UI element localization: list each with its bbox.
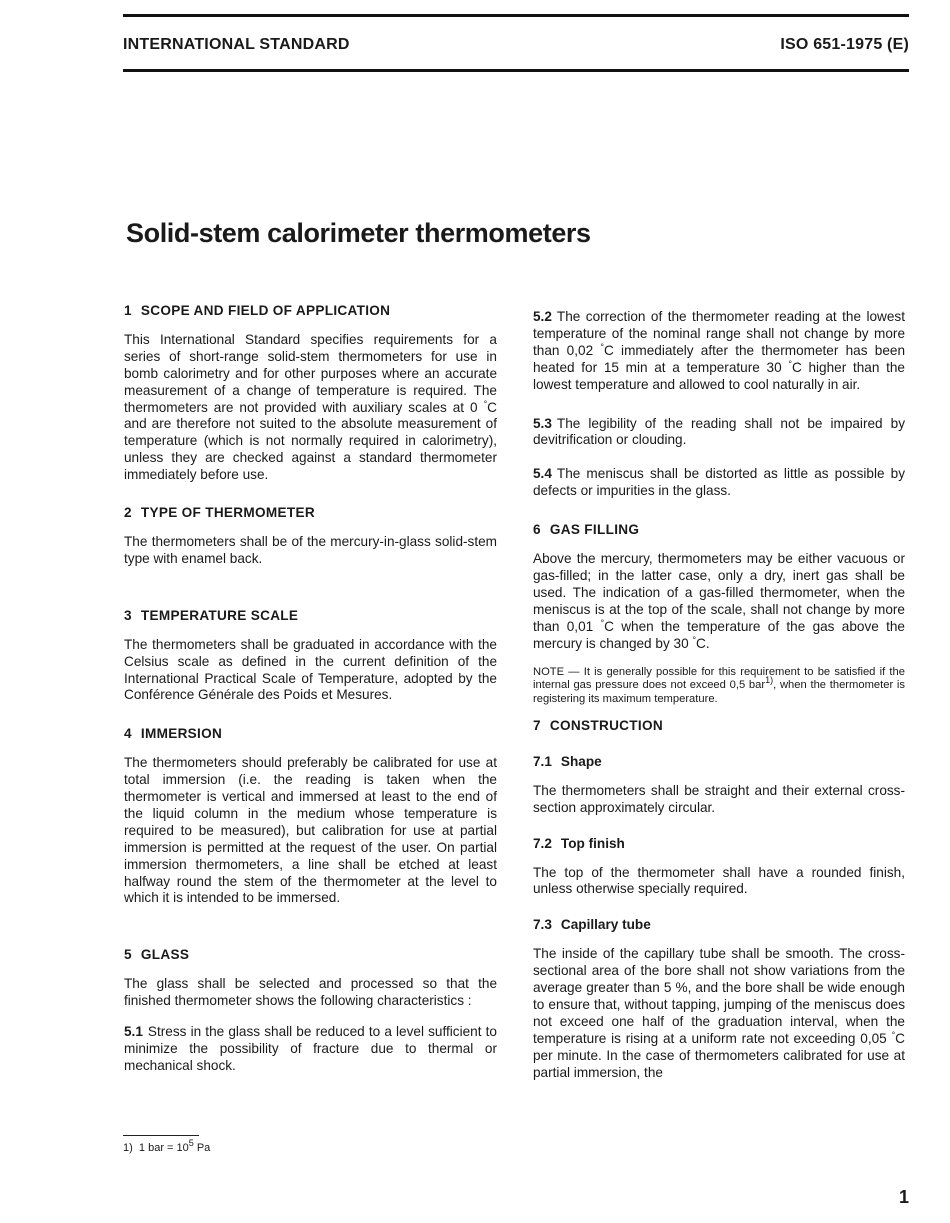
section-4-heading: 4 IMMERSION: [124, 726, 223, 742]
section-2-heading: 2 TYPE OF THERMOMETER: [124, 505, 315, 521]
clause-5-2: 5.2 The correction of the thermometer reading at the lowest temperature of the nominal range shall not change by more than 0,02 °C immediately after the thermometer has been heated for 15 min at a temperature 30 °C higher than the lowest temperature and allowed to cool naturally in air.: [533, 309, 906, 392]
clause-5-3: 5.3 The legibility of the reading shall not be impaired by devitrification or clouding.: [533, 415, 905, 448]
page-number: 1: [899, 1187, 910, 1207]
footnote: 1) 1 bar = $10^5$ Pa: [123, 1138, 211, 1154]
section-2-text: The thermometers shall be of the mercury-in-glass solid-stem type with enamel back.: [124, 533, 497, 566]
section-7-heading: 7 CONSTRUCTION: [533, 718, 663, 733]
section-6-note: NOTE — It is generally possible for this requirement to be satisfied if the internal gas pressure does not exceed 0,5 bar$^{1)}$, when the thermometer is registering its maximum temperature.: [533, 665, 905, 705]
section-number: 1: [124, 303, 132, 318]
section-4-text: The thermometers should preferably be calibrated for use at total immersion (i.e. the reading is taken when the thermometer is vertical and immersed at least to the end of the liquid column in the medium whose temperature is required to be measured), but calibration for use at partial immersion is permitted at the request of the user. On partial immersion thermometers, a line shall be etched at least halfway round the stem of the thermometer at the level to which it is intended to be immersed.: [124, 755, 497, 906]
section-1-text: This International Standard specifies requirements for a series of short-range solid-stem thermometers for use in bomb calorimetry and for other purposes where an accurate measurement of a change of temperature is required. The thermometers are not provided with auxiliary scales at 0 °C and are therefore not suited to the absolute measurement of temperature (which is not normally required in calorimetry), unless they are checked against a standard thermometer immediately before use.: [124, 331, 497, 483]
section-3-heading: 3 TEMPERATURE SCALE: [124, 607, 299, 623]
footnote-reference: 1): [765, 675, 774, 685]
section-title: SCOPE AND FIELD OF APPLICATION: [140, 303, 391, 318]
header-top-rule: [123, 14, 909, 17]
clause-7-2-heading: 7.2 Top finish: [533, 835, 625, 851]
footnote-rule: [123, 1135, 199, 1136]
clause-7-2-text: The top of the thermometer shall have a rounded finish, unless otherwise specially required.: [533, 864, 905, 897]
left-column: [124, 303, 497, 1075]
header-standard-label: INTERNATIONAL STANDARD: [123, 36, 350, 53]
section-1-heading: [124, 303, 497, 320]
section-5-text: The glass shall be selected and processed so that the finished thermometer shows the following characteristics :: [124, 976, 497, 1009]
clause-5-4: 5.4 The meniscus shall be distorted as little as possible by defects or impurities in the glass.: [533, 466, 905, 499]
clause-5-1: 5.1 Stress in the glass shall be reduced to a level sufficient to minimize the possibility of fracture due to thermal or mechanical shock.: [124, 1024, 497, 1073]
section-5-heading: 5 GLASS: [124, 947, 190, 963]
header-standard-number: ISO 651-1975 (E): [780, 36, 909, 53]
clause-7-1-text: The thermometers shall be straight and their external cross-section approximately circular.: [533, 782, 905, 815]
section-6-text: Above the mercury, thermometers may be either vacuous or gas-filled; in the latter case, only a dry, inert gas shall be used. The indication of a gas-filled thermometer, when the meniscus is at the top of the scale, shall not change by more than 0,01 °C when the temperature of the gas above the mercury is changed by 30 °C.: [533, 551, 905, 651]
page-title: Solid-stem calorimeter thermometers: [126, 218, 591, 248]
section-3-text: The thermometers shall be graduated in accordance with the Celsius scale as defined in the current definition of the International Practical Scale of Temperature, adopted by the Conférence Générale des Poids et Mesures.: [124, 636, 497, 703]
right-column: [533, 309, 905, 1082]
header-bottom-rule: [123, 69, 909, 72]
clause-7-1-heading: 7.1 Shape: [533, 753, 602, 769]
section-6-heading: 6 GAS FILLING: [533, 522, 640, 538]
degree-sign: °: [483, 398, 488, 409]
clause-7-3-heading: 7.3 Capillary tube: [533, 917, 651, 933]
clause-7-3-text: The inside of the capillary tube shall be smooth. The cross-sectional area of the bore shall not show variations from the average greater than 5 %, and the bore shall be wide enough to ensure that, without tapping, jumping of the meniscus does not exceed one half of the graduation interval, when the temperature is rising at a uniform rate not exceeding 0,05 °C per minute. In the case of thermometers calibrated for use at partial immersion, the: [533, 946, 905, 1080]
